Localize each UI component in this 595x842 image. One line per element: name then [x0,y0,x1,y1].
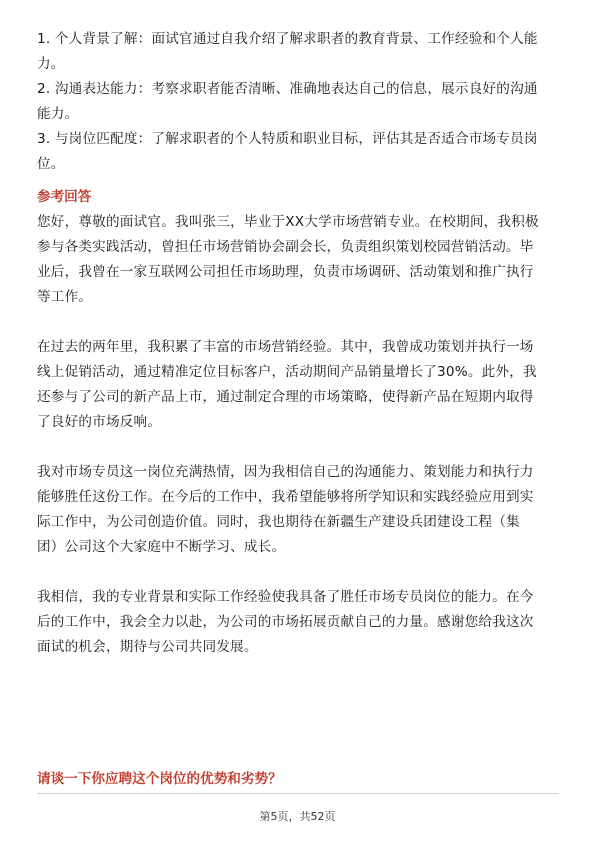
point-1-line-2: 力。 [37,56,65,72]
paragraph-line: 在过去的两年里，我积累了丰富的市场营销经验。其中，我曾成功策划并执行一场 [37,339,534,355]
evaluation-points [37,27,559,177]
point-2-line-2: 能力。 [37,106,79,122]
paragraph-line: 了良好的市场反响。 [37,414,162,430]
point-2-line-1: 2. 沟通表达能力：考察求职者能否清晰、准确地表达自己的信息，展示良好的沟通 [37,81,538,97]
next-question-heading: 请谈一下你应聘这个岗位的优势和劣势？ [37,771,282,787]
point-3 [37,127,559,177]
paragraph-line: 我对市场专员这一岗位充满热情，因为我相信自己的沟通能力、策划能力和执行力 [37,464,534,480]
page-number: 第5页，共52页 [259,810,336,823]
paragraph-line: 您好，尊敬的面试官。我叫张三，毕业于XX大学市场营销专业。在校期间，我积极 [37,214,539,230]
answer-heading: 参考回答 [37,189,92,205]
paragraph-line: 面试的机会，期待与公司共同发展。 [37,639,258,655]
paragraph-spacer [37,435,559,460]
answer-paragraph-4 [37,585,559,660]
point-2 [37,77,559,127]
paragraph-line: 我相信，我的专业背景和实际工作经验使我具备了胜任市场专员岗位的能力。在今 [37,589,534,605]
paragraph-line: 能够胜任这份工作。在今后的工作中，我希望能够将所学知识和实践经验应用到实 [37,489,534,505]
point-3-line-1: 3. 与岗位匹配度：了解求职者的个人特质和职业目标，评估其是否适合市场专员岗 [37,131,538,147]
section-divider [37,793,559,794]
paragraph-spacer [37,560,559,585]
point-1-line-1: 1. 个人背景了解：面试官通过自我介绍了解求职者的教育背景、工作经验和个人能 [37,31,538,47]
paragraph-line: 参与各类实践活动，曾担任市场营销协会副会长，负责组织策划校园营销活动。毕 [37,239,534,255]
paragraph-spacer [37,310,559,335]
answer-paragraph-3 [37,460,559,560]
paragraph-line: 线上促销活动，通过精准定位目标客户，活动期间产品销量增长了30%。此外，我 [37,364,537,380]
paragraph-line: 团）公司这个大家庭中不断学习、成长。 [37,539,286,555]
document-body [37,27,559,660]
point-1 [37,27,559,77]
point-3-line-2: 位。 [37,156,65,172]
paragraph-line: 后的工作中，我会全力以赴，为公司的市场拓展贡献自己的力量。感谢您给我这次 [37,614,534,630]
paragraph-line: 等工作。 [37,289,93,305]
paragraph-line: 际工作中，为公司创造价值。同时，我也期待在新疆生产建设兵团建设工程（集 [37,514,520,530]
answer-paragraph-1 [37,210,559,310]
paragraph-line: 还参与了公司的新产品上市，通过制定合理的市场策略，使得新产品在短期内取得 [37,389,534,405]
answer-paragraph-2 [37,335,559,435]
paragraph-line: 业后，我曾在一家互联网公司担任市场助理，负责市场调研、活动策划和推广执行 [37,264,534,280]
